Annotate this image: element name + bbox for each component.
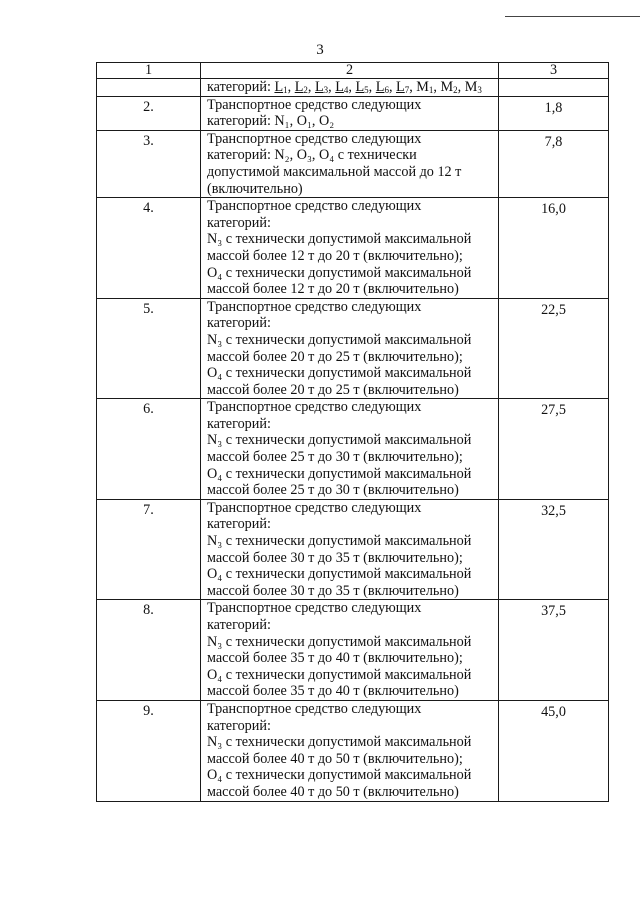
table-row bbox=[97, 96, 609, 130]
row-number: 7. bbox=[97, 499, 201, 600]
row-number: 8. bbox=[97, 600, 201, 701]
row-number: 3. bbox=[97, 130, 201, 197]
description-line: категорий: N₂, O₃, O₄ с технически bbox=[207, 147, 417, 164]
category-code: $L_3$ bbox=[314, 79, 329, 95]
description-line: категорий: bbox=[207, 415, 271, 432]
description-line: категорий: bbox=[207, 214, 271, 231]
scan-edge-line bbox=[505, 0, 640, 17]
regulation-table bbox=[96, 62, 609, 802]
description-line: допустимой максимальной массой до 12 т bbox=[207, 163, 462, 180]
description-line: Транспортное средство следующих bbox=[207, 399, 422, 416]
description-line: Транспортное средство следующих bbox=[207, 96, 422, 113]
category-code: $L_1$ bbox=[274, 79, 288, 95]
description-line: массой более 12 т до 20 т (включительно); bbox=[207, 247, 463, 264]
description-line: O₄ с технически допустимой максимальной bbox=[207, 365, 472, 382]
category-code: $M_2$ bbox=[440, 79, 458, 95]
category-code: $M_1$ bbox=[416, 79, 434, 95]
description-line: N₃ с технически допустимой максимальной bbox=[207, 432, 472, 449]
table-row bbox=[97, 700, 609, 801]
description-line: массой более 20 т до 25 т (включительно) bbox=[207, 381, 459, 398]
row-number: 4. bbox=[97, 198, 201, 299]
category-list: $L_1$, $L_2$, $L_3$, $L_4$, $L_5$, $L_6$, $L_7$, $M_1$, $M_2$, $M_3$ bbox=[274, 79, 482, 95]
row-description bbox=[201, 198, 499, 299]
category-code: $L_4$ bbox=[335, 79, 349, 95]
row-value: 7,8 bbox=[499, 130, 609, 197]
description-line: N₃ с технически допустимой максимальной bbox=[207, 231, 472, 248]
description-line: массой более 35 т до 40 т (включительно); bbox=[207, 650, 463, 667]
row-number: 2. bbox=[97, 96, 201, 130]
description-line: N₃ с технически допустимой максимальной bbox=[207, 331, 472, 348]
description-line: массой более 25 т до 30 т (включительно) bbox=[207, 482, 459, 499]
row-value: 32,5 bbox=[499, 499, 609, 600]
table-row bbox=[97, 600, 609, 701]
description-line: O₄ с технически допустимой максимальной bbox=[207, 566, 472, 583]
description-line: O₄ с технически допустимой максимальной bbox=[207, 264, 472, 281]
row-value-cell bbox=[499, 79, 609, 97]
description-line: массой более 25 т до 30 т (включительно); bbox=[207, 449, 463, 466]
row-value: 27,5 bbox=[499, 399, 609, 500]
row-description bbox=[201, 700, 499, 801]
description-line: Транспортное средство следующих bbox=[207, 700, 422, 717]
row-number: 5. bbox=[97, 298, 201, 399]
description-line: массой более 20 т до 25 т (включительно); bbox=[207, 348, 463, 365]
description-line: массой более 30 т до 35 т (включительно) bbox=[207, 582, 459, 599]
description-line: категорий: N₁, O₁, O₂ bbox=[207, 113, 335, 130]
category-code: $L_7$ bbox=[396, 79, 410, 95]
description-line: O₄ с технически допустимой максимальной bbox=[207, 465, 472, 482]
column-header-value: 3 bbox=[499, 63, 609, 79]
table-body bbox=[97, 79, 609, 802]
description-line: N₃ с технически допустимой максимальной bbox=[207, 734, 472, 751]
row-description bbox=[201, 600, 499, 701]
row-number: 6. bbox=[97, 399, 201, 500]
page-number: 3 bbox=[316, 42, 324, 58]
column-header-number: 1 bbox=[97, 63, 201, 79]
row-value: 1,8 bbox=[499, 96, 609, 130]
row-description-cell bbox=[201, 79, 499, 97]
description-line: массой более 35 т до 40 т (включительно) bbox=[207, 683, 459, 700]
row-value: 45,0 bbox=[499, 700, 609, 801]
description-line: массой более 40 т до 50 т (включительно); bbox=[207, 750, 463, 767]
description-line: (включительно) bbox=[207, 180, 303, 197]
description-line: категорий: bbox=[207, 516, 271, 533]
row-number-cell bbox=[97, 79, 201, 97]
description-line: N₃ с технически допустимой максимальной bbox=[207, 633, 472, 650]
description-line: категорий: bbox=[207, 617, 271, 633]
description-line: Транспортное средство следующих bbox=[207, 499, 422, 516]
continuation-prefix: категорий: bbox=[207, 79, 275, 95]
table-header-row bbox=[97, 63, 609, 79]
table-row bbox=[97, 499, 609, 600]
description-line: категорий: bbox=[207, 315, 271, 332]
row-description bbox=[201, 298, 499, 399]
row-value: 16,0 bbox=[499, 198, 609, 299]
table-row bbox=[97, 399, 609, 500]
row-description bbox=[201, 399, 499, 500]
description-line: Транспортное средство следующих bbox=[207, 130, 422, 147]
table-row-continuation bbox=[97, 79, 609, 97]
description-line: массой более 30 т до 35 т (включительно); bbox=[207, 549, 463, 566]
category-code: $L_6$ bbox=[375, 79, 389, 95]
row-description bbox=[201, 96, 499, 130]
description-line: массой более 12 т до 20 т (включительно) bbox=[207, 281, 459, 298]
row-description bbox=[201, 130, 499, 197]
description-line: O₄ с технически допустимой максимальной bbox=[207, 767, 472, 784]
category-code: $L_2$ bbox=[294, 79, 308, 95]
category-code: $L_5$ bbox=[355, 79, 369, 95]
description-line: категорий: bbox=[207, 717, 271, 734]
category-code: $M_3$ bbox=[464, 79, 482, 95]
description-line: Транспортное средство следующих bbox=[207, 298, 422, 315]
table-row bbox=[97, 298, 609, 399]
row-number: 9. bbox=[97, 700, 201, 801]
table-row bbox=[97, 130, 609, 197]
description-line: Транспортное средство следующих bbox=[207, 600, 422, 617]
column-header-description: 2 bbox=[201, 63, 499, 79]
table-row bbox=[97, 198, 609, 299]
description-line: O₄ с технически допустимой максимальной bbox=[207, 666, 472, 683]
description-line: Транспортное средство следующих bbox=[207, 198, 422, 215]
row-value: 37,5 bbox=[499, 600, 609, 701]
description-line: N₃ с технически допустимой максимальной bbox=[207, 533, 472, 550]
row-value: 22,5 bbox=[499, 298, 609, 399]
continuation-categories-line bbox=[207, 79, 482, 95]
row-description bbox=[201, 499, 499, 600]
description-line: массой более 40 т до 50 т (включительно) bbox=[207, 783, 459, 800]
